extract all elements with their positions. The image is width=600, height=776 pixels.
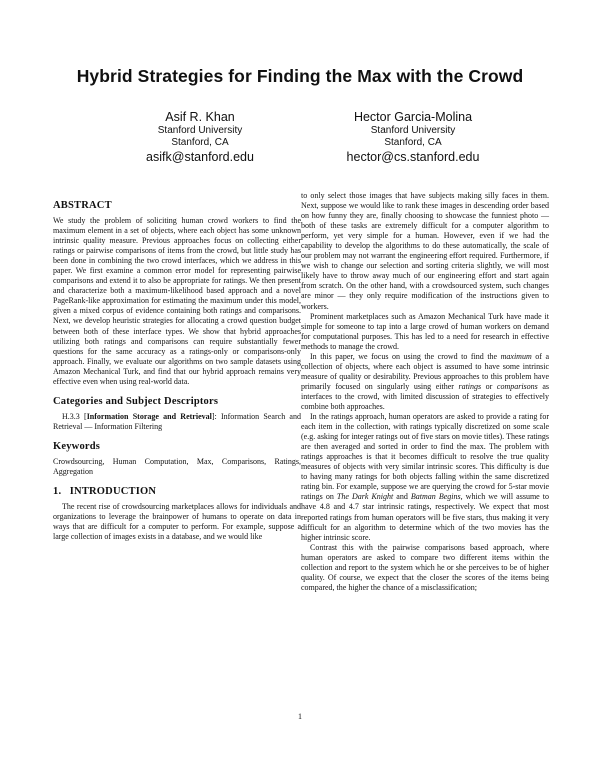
author-name: Asif R. Khan	[165, 110, 235, 124]
left-column	[53, 200, 301, 542]
intro-paragraph-1-continued: to only select those images that have subjects making silly faces in them. Next, suppose we would like to rank these images in descending order based on how funny they are, finally choosing to showcase the funniest photo — both of these tasks are extremely difficult for a computer algorithm to perform, yet very simple for a human. However, even if we had the capability to develop the algorithms to do these automatically, the scale of our problem may not warrant the engineering effort required. Furthermore, if we wish to change our selection and sorting criteria slightly, we will most likely have to throw away much of our engineering effort and start again from scratch. On the other hand, with a crowdsourced system, such changes are minor — they only require modification of the instructions given to workers.	[301, 191, 549, 311]
paper-title: Hybrid Strategies for Finding the Max with the Crowd	[76, 66, 524, 86]
categories-heading: Categories and Subject Descriptors	[53, 395, 219, 407]
author-affiliation: Stanford University	[157, 125, 243, 136]
author-location: Stanford, CA	[384, 137, 442, 148]
category-bold: Information Storage and Retrieval	[86, 411, 212, 421]
categories-text	[53, 412, 301, 432]
author-block-1	[100, 110, 300, 166]
intro-paragraph-5: Contrast this with the pairwise comparisons based approach, where human operators are asked to compare two different items within the collection and report to the system which he or she perceives to be of higher quality. Of course, we expect that the closer the scores of the items being compared, the higher the chance of a misclassification;	[301, 542, 549, 592]
introduction-section	[53, 486, 301, 542]
abstract-heading: ABSTRACT	[53, 200, 112, 211]
intro-paragraph-2: Prominent marketplaces such as Amazon Mechanical Turk have made it simple for someone to tap into a large crowd of human workers on demand for computational purposes. This has led to a need for research in effective methods to manage the crowd.	[301, 311, 549, 351]
author-name: Hector Garcia-Molina	[353, 110, 473, 124]
intro-paragraph-1: The recent rise of crowdsourcing marketplaces allows for individuals and organizations to leverage the brainpower of humans to operate on data in ways that are difficult for a computer to perform. For example, suppose a large collection of images exists in a database, and we would like	[53, 501, 301, 542]
abstract-text: We study the problem of soliciting human crowd workers to find the maximum element in a set of objects, where each object has some unknown intrinsic quality measure. Previous approaches focus on collecting either ratings or pairwise comparisons of items from the crowd, but little study has been done in combining the two crowd interfaces, which we address in this paper. We first examine a common error model for representing pairwise comparisons and extend it to also be appropriate for ratings. We then present and characterize both a maximum-likelihood based approach and a novel PageRank-like approximation for estimating the maximum under this model, given a mixed corpus of evidence containing both ratings and comparisons. Next, we develop heuristic strategies for allocating a crowd question budget between both of these interface types. We show that hybrid approaches utilizing both ratings and comparisons can require substantially fewer questions for the same accuracy as a ratings-only or comparisons-only approach. Finally, we evaluate our algorithms on two sample datasets using Amazon Mechanical Turk, and find that our hybrid approach remains very effective even when using real-world data.	[53, 216, 301, 386]
author-email: hector@cs.stanford.edu	[346, 150, 480, 164]
introduction-heading: 1. INTRODUCTION	[53, 485, 157, 497]
author-email: asifk@stanford.edu	[146, 150, 254, 164]
author-affiliation: Stanford University	[370, 125, 456, 136]
keywords-text: Crowdsourcing, Human Computation, Max, Comparisons, Ratings, Aggregation	[53, 456, 301, 476]
category-rest: ]: Information Search and Retrieval — Information Filtering	[53, 411, 301, 431]
keywords-heading: Keywords	[53, 440, 101, 452]
categories-section	[53, 396, 301, 432]
intro-paragraph-3: In this paper, we focus on using the crowd to find the maximum of a collection of objects, where each object is assumed to have some intrinsic measure of quality or desirability. Previous approaches to this problem have primarily focused on singularly using either ratings or comparisons as interfaces to the crowd, with limited discussion of strategies to effectively combine both approaches.	[301, 351, 550, 411]
author-location: Stanford, CA	[171, 137, 229, 148]
category-code: H.3.3 [	[62, 411, 87, 421]
keywords-section	[53, 441, 301, 477]
right-column	[301, 191, 549, 593]
author-block-2	[313, 110, 513, 166]
intro-paragraph-4: In the ratings approach, human operators are asked to provide a rating for each item in the collection, with ratings typically discretized on some scale (e.g. asking for integer ratings out of five stars on movie titles). These ratings are then averaged and sorted in order to find the max. The problem with ratings approaches is that it becomes difficult to resolve the true quality measures of objects with very similar intrinsic scores. This difficulty is due to having many ratings for both objects falling within the same discretized rating bin. For example, suppose we are querying the crowd for 5-star movie ratings on The Dark Knight and Batman Begins, which we will assume to have 4.8 and 4.7 star intrinsic ratings, respectively. We expect that most reported ratings from human operators will be five stars, thus making it very difficult for an algorithm to determine which of the two movies has the higher intrinsic score.	[301, 412, 549, 542]
page-number: 1	[298, 712, 302, 721]
